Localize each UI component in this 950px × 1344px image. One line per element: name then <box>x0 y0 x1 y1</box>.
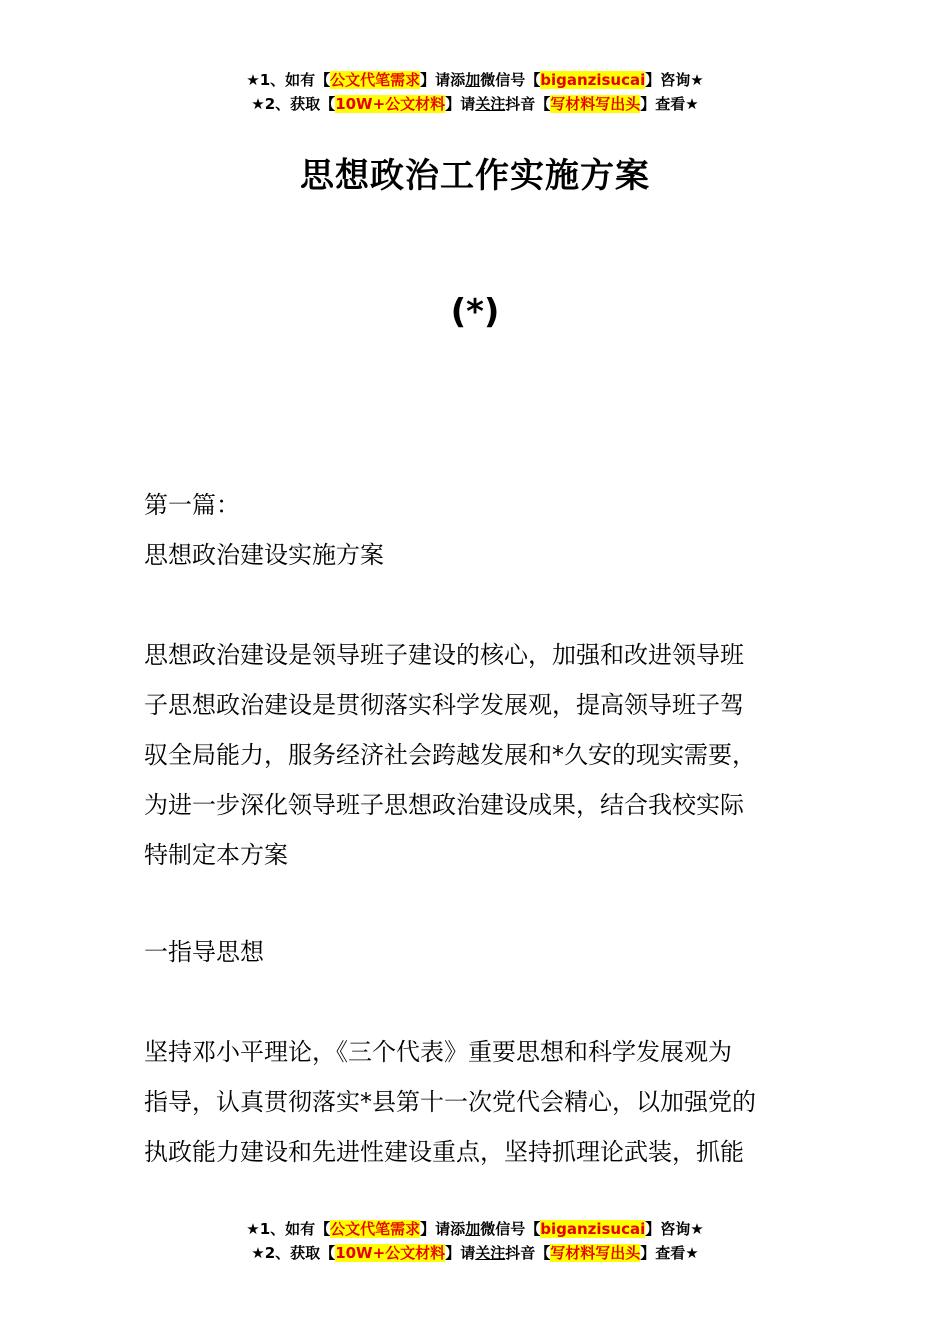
banner-text: 微信号【 <box>480 1220 541 1238</box>
banner-text: 】咨询★ <box>645 71 704 89</box>
banner-line-1 <box>0 68 950 92</box>
heading-guiding-thought <box>144 927 812 977</box>
banner-line-2 <box>0 1241 950 1265</box>
banner-text: 抖音【 <box>505 1244 551 1262</box>
paragraph-guiding-thought <box>144 1027 812 1177</box>
section-title: 思想政治建设实施方案 <box>144 541 384 569</box>
bottom-banner <box>0 1217 950 1265</box>
banner-text: 抖音【 <box>505 95 551 113</box>
banner-text: 】查看★ <box>640 95 699 113</box>
top-banner <box>0 68 950 116</box>
banner-text: 微信号【 <box>480 71 541 89</box>
paragraph-line: 子思想政治建设是贯彻落实科学发展观，提高领导班子驾 <box>144 691 744 719</box>
banner-highlight: 写材料写出头 <box>550 95 641 113</box>
banner-text: 】请 <box>445 1244 476 1262</box>
banner-text: 】请添 <box>420 71 466 89</box>
banner-line-1 <box>0 1217 950 1241</box>
banner-text: 】请添 <box>420 1220 466 1238</box>
banner-highlight: 10W+公文材料 <box>335 95 446 113</box>
document-title: 思想政治工作实施方案 <box>300 156 650 196</box>
banner-underline: 关注 <box>475 1244 506 1262</box>
banner-highlight: 写材料写出头 <box>550 1244 641 1262</box>
paragraph-line: 执政能力建设和先进性建设重点，坚持抓理论武装，抓能 <box>144 1138 744 1166</box>
banner-text: ★1、如有【 <box>246 71 331 89</box>
banner-underline: 加 <box>465 1220 481 1238</box>
banner-text: ★1、如有【 <box>246 1220 331 1238</box>
banner-text: ★2、获取【 <box>251 95 336 113</box>
banner-highlight: 公文代笔需求 <box>330 71 421 89</box>
banner-underline: 关注 <box>475 95 506 113</box>
paragraph-line: 坚持邓小平理论，《三个代表》重要思想和科学发展观为 <box>144 1038 732 1066</box>
banner-highlight: biganzisucai <box>540 71 646 89</box>
banner-highlight: 10W+公文材料 <box>335 1244 446 1262</box>
section-label: 第一篇： <box>144 491 240 519</box>
paragraph-line: 为进一步深化领导班子思想政治建设成果，结合我校实际 <box>144 791 744 819</box>
banner-text: 】查看★ <box>640 1244 699 1262</box>
heading-text: 一指导思想 <box>144 938 264 966</box>
banner-text: ★2、获取【 <box>251 1244 336 1262</box>
document-subtitle: (*) <box>450 292 500 332</box>
paragraph-line: 思想政治建设是领导班子建设的核心，加强和改进领导班 <box>144 641 744 669</box>
paragraph-intro <box>144 630 812 880</box>
banner-highlight: biganzisucai <box>540 1220 646 1238</box>
section-header <box>144 480 812 580</box>
paragraph-line: 指导，认真贯彻落实*县第十一次党代会精心，以加强党的 <box>144 1088 756 1116</box>
banner-highlight: 公文代笔需求 <box>330 1220 421 1238</box>
paragraph-line: 特制定本方案 <box>144 841 288 869</box>
banner-text: 】请 <box>445 95 476 113</box>
banner-text: 】咨询★ <box>645 1220 704 1238</box>
banner-line-2 <box>0 92 950 116</box>
banner-underline: 加 <box>465 71 481 89</box>
paragraph-line: 驭全局能力，服务经济社会跨越发展和*久安的现实需要， <box>144 741 756 769</box>
